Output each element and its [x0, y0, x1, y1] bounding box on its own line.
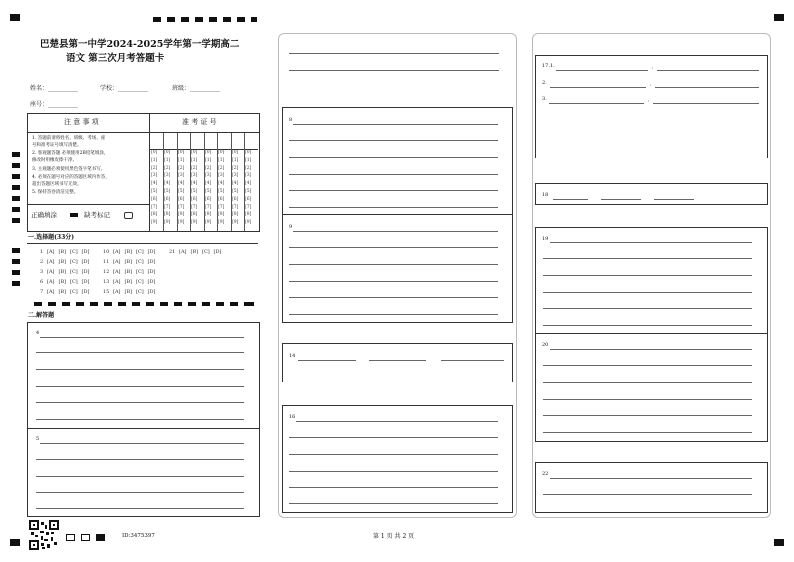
exam-digit-bubble[interactable]: [6] — [232, 196, 239, 202]
page-number: 第 1 页 共 2 页 — [373, 533, 415, 540]
option-bubble[interactable]: [D] — [147, 289, 156, 295]
notice-item: 4. 必须在题号对应的答题区域内作答， — [32, 175, 110, 180]
question-number-q16: 16 — [289, 414, 296, 420]
exam-digit-bubble[interactable]: [2] — [232, 165, 239, 171]
exam-digit-bubble[interactable]: [2] — [205, 165, 212, 171]
exam-digit-bubble[interactable]: [2] — [245, 165, 252, 171]
corner-mark-top-left — [10, 14, 20, 21]
option-bubble[interactable]: [D] — [147, 269, 156, 275]
exam-digit-bubble[interactable]: [5] — [151, 189, 158, 194]
option-bubble[interactable]: [B] — [58, 289, 67, 295]
exam-digit-bubble[interactable]: [3] — [191, 173, 198, 179]
notice-item: 修改时用橡皮擦干净。 — [32, 158, 77, 163]
exam-digit-bubble[interactable]: [3] — [218, 173, 225, 179]
exam-digit-bubble[interactable]: [0] — [151, 150, 158, 155]
answer-box-q4[interactable] — [27, 322, 260, 430]
exam-digit-bubble[interactable]: [0] — [218, 150, 225, 155]
option-bubble[interactable]: [B] — [58, 279, 67, 285]
option-bubble[interactable]: [A] — [47, 279, 55, 285]
exam-digit-bubble[interactable]: [0] — [245, 150, 252, 155]
exam-digit-bubble[interactable]: [9] — [164, 220, 171, 226]
option-bubble[interactable]: [C] — [136, 279, 144, 285]
section2-title: 二.解答题 — [28, 312, 55, 319]
question-number: 10 — [103, 249, 110, 255]
option-bubble[interactable]: [A] — [113, 289, 121, 295]
fill-correct-sample — [70, 213, 78, 217]
option-bubble[interactable]: [B] — [124, 279, 133, 285]
option-bubble[interactable]: [A] — [113, 279, 121, 285]
school-field[interactable]: 学校：__________ — [100, 85, 149, 92]
option-bubble[interactable]: [C] — [136, 259, 144, 265]
question-number-q22: 22 — [542, 471, 549, 477]
exam-digit-bubble[interactable]: [8] — [178, 212, 185, 218]
exam-digit-bubble[interactable]: [4] — [178, 181, 185, 187]
option-bubble[interactable]: [D] — [81, 249, 90, 255]
exam-digit-bubble[interactable]: [1] — [205, 157, 212, 163]
exam-digit-bubble[interactable]: [8] — [245, 212, 252, 218]
notice-item: 5. 保持答卷清洁完整。 — [32, 190, 79, 195]
sheet-title-line1: 巴楚县第一中学2024-2025学年第一学期高二 — [40, 39, 240, 50]
option-bubble[interactable]: [D] — [81, 289, 90, 295]
exam-digit-bubble[interactable]: [9] — [245, 220, 252, 226]
question-number-q18: 18 — [542, 192, 549, 198]
exam-digit-bubble[interactable]: [0] — [191, 150, 198, 155]
exam-digit-bubble[interactable]: [0] — [178, 150, 185, 155]
option-bubble[interactable]: [D] — [81, 259, 90, 265]
footer-box — [66, 534, 75, 541]
option-bubble[interactable]: [C] — [70, 279, 78, 285]
exam-digit-bubble[interactable]: [7] — [218, 204, 225, 210]
exam-digit-bubble[interactable]: [9] — [191, 220, 198, 226]
exam-digit-bubble[interactable]: [8] — [205, 212, 212, 218]
exam-digit-bubble[interactable]: [4] — [164, 181, 171, 187]
question-number-q4: 4 — [36, 330, 40, 336]
option-bubble[interactable]: [C] — [70, 269, 78, 275]
answer-box-q18[interactable] — [535, 183, 768, 205]
exam-digit-bubble[interactable]: [1] — [164, 157, 171, 163]
option-bubble[interactable]: [A] — [47, 259, 55, 265]
option-bubble[interactable]: [D] — [81, 269, 90, 275]
exam-digit-bubble[interactable]: [9] — [178, 220, 185, 226]
question-number: 1 — [40, 249, 44, 255]
footer-box — [81, 534, 90, 541]
exam-digit-bubble[interactable]: [2] — [164, 165, 171, 171]
exam-digit-bubble[interactable]: [5] — [205, 189, 212, 194]
option-bubble[interactable]: [C] — [70, 289, 78, 295]
option-bubble[interactable]: [B] — [58, 269, 67, 275]
exam-digit-bubble[interactable]: [8] — [164, 212, 171, 218]
notice-item: 3. 主观题必须使用黑色签字笔书写。 — [32, 167, 106, 172]
exam-digit-bubble[interactable]: [9] — [205, 220, 212, 226]
exam-digit-bubble[interactable]: [7] — [151, 204, 158, 210]
exam-digit-bubble[interactable]: [4] — [151, 181, 158, 187]
notice-item: 号和准考证号填写清楚。 — [32, 143, 82, 148]
option-bubble[interactable]: [C] — [136, 289, 144, 295]
exam-digit-bubble[interactable]: [6] — [151, 196, 158, 202]
option-bubble[interactable]: [D] — [81, 279, 90, 285]
exam-digit-bubble[interactable]: [1] — [218, 157, 225, 163]
question-number: 6 — [40, 279, 44, 285]
exam-digit-bubble[interactable]: [6] — [245, 196, 252, 202]
exam-digit-bubble[interactable]: [6] — [164, 196, 171, 202]
question-number-q20: 20 — [542, 342, 549, 348]
option-bubble[interactable]: [A] — [47, 269, 55, 275]
exam-digit-bubble[interactable]: [1] — [151, 157, 158, 163]
exam-digit-bubble[interactable]: [3] — [245, 173, 252, 179]
exam-digit-bubble[interactable]: [2] — [191, 165, 198, 171]
answer-box-q22[interactable] — [535, 462, 768, 513]
question-number-q17-3: 3. — [542, 96, 547, 102]
notice-item: 2. 客观题答题 必须使用2B铅笔填涂， — [32, 151, 109, 156]
exam-digit-bubble[interactable]: [4] — [245, 181, 252, 187]
option-bubble[interactable]: [C] — [70, 249, 78, 255]
exam-digit-bubble[interactable]: [3] — [205, 173, 212, 179]
question-number: 12 — [103, 269, 110, 275]
option-bubble[interactable]: [A] — [113, 259, 121, 265]
name-field[interactable]: 姓名：__________ — [30, 85, 79, 92]
footer-box-filled — [96, 534, 105, 541]
option-bubble[interactable]: [B] — [58, 249, 67, 255]
question-number-q5: 5 — [36, 436, 40, 442]
option-bubble[interactable]: [A] — [179, 249, 187, 255]
exam-digit-bubble[interactable]: [1] — [232, 157, 239, 163]
exam-digit-bubble[interactable]: [0] — [164, 150, 171, 155]
question-number-q9: 9 — [289, 224, 293, 230]
exam-digit-bubble[interactable]: [4] — [191, 181, 198, 187]
question-number-q17: 17.1. — [542, 63, 555, 69]
option-bubble[interactable]: [C] — [136, 269, 144, 275]
exam-digit-bubble[interactable]: [5] — [232, 189, 239, 194]
exam-digit-bubble[interactable]: [4] — [205, 181, 212, 187]
question-number-q14: 14 — [289, 353, 296, 359]
exam-digit-bubble[interactable]: [7] — [205, 204, 212, 210]
question-number: 3 — [40, 269, 44, 275]
option-bubble[interactable]: [B] — [190, 249, 199, 255]
exam-digit-bubble[interactable]: [3] — [232, 173, 239, 179]
corner-mark-bottom-right — [774, 539, 784, 546]
exam-digit-bubble[interactable]: [2] — [218, 165, 225, 171]
question-number-q8: 8 — [289, 117, 293, 123]
exam-digit-bubble[interactable]: [5] — [178, 189, 185, 194]
exam-digit-bubble[interactable]: [4] — [232, 181, 239, 187]
absent-mark-label: 缺考标记 — [84, 211, 110, 219]
answer-box-q19[interactable] — [535, 227, 768, 335]
exam-digit-bubble[interactable]: [1] — [245, 157, 252, 163]
exam-digit-bubble[interactable]: [2] — [178, 165, 185, 171]
answer-line — [289, 53, 499, 54]
question-number: 11 — [103, 259, 110, 265]
option-bubble[interactable]: [C] — [70, 259, 78, 265]
option-bubble[interactable]: [C] — [202, 249, 210, 255]
option-bubble[interactable]: [B] — [124, 249, 133, 255]
exam-digit-bubble[interactable]: [1] — [191, 157, 198, 163]
exam-digit-bubble[interactable]: [0] — [205, 150, 212, 155]
exam-digit-bubble[interactable]: [2] — [151, 165, 158, 171]
question-number: 7 — [40, 289, 44, 295]
option-bubble[interactable]: [D] — [213, 249, 222, 255]
exam-digit-bubble[interactable]: [0] — [232, 150, 239, 155]
exam-digit-bubble[interactable]: [6] — [218, 196, 225, 202]
answer-box-q5[interactable] — [27, 428, 260, 517]
exam-digit-bubble[interactable]: [7] — [178, 204, 185, 210]
absent-mark-checkbox[interactable] — [124, 212, 133, 219]
question-number: 13 — [103, 279, 110, 285]
exam-digit-bubble[interactable]: [8] — [218, 212, 225, 218]
option-bubble[interactable]: [A] — [47, 289, 55, 295]
exam-digit-bubble[interactable]: [6] — [191, 196, 198, 202]
exam-digit-bubble[interactable]: [8] — [151, 212, 158, 218]
exam-digit-bubble[interactable]: [5] — [245, 189, 252, 194]
option-bubble[interactable]: [B] — [124, 269, 133, 275]
notice-item: 1. 答题前请将姓名、班级、考场、座 — [32, 136, 106, 141]
section1-title: 一.选择题(33分) — [28, 234, 75, 241]
question-number: 21 — [169, 249, 176, 255]
corner-mark-bottom-left — [10, 539, 20, 546]
option-bubble[interactable]: [B] — [124, 259, 133, 265]
option-bubble[interactable]: [D] — [147, 279, 156, 285]
exam-digit-bubble[interactable]: [7] — [164, 204, 171, 210]
exam-digit-bubble[interactable]: [5] — [191, 189, 198, 194]
exam-digit-bubble[interactable]: [1] — [178, 157, 185, 163]
exam-digit-bubble[interactable]: [3] — [164, 173, 171, 179]
option-bubble[interactable]: [A] — [113, 249, 121, 255]
exam-digit-bubble[interactable]: [9] — [218, 220, 225, 226]
notice-header: 注 意 事 项 — [64, 118, 99, 126]
corner-mark-top-right — [774, 14, 784, 21]
exam-digit-bubble[interactable]: [3] — [151, 173, 158, 179]
option-bubble[interactable]: [A] — [113, 269, 121, 275]
exam-number-header: 准 考 证 号 — [182, 118, 217, 126]
exam-digit-bubble[interactable]: [9] — [232, 220, 239, 226]
option-bubble[interactable]: [B] — [124, 289, 133, 295]
option-bubble[interactable]: [D] — [147, 249, 156, 255]
fill-correct-label: 正确填涂 — [31, 211, 57, 219]
notice-exam-number-box — [27, 113, 260, 232]
option-bubble[interactable]: [A] — [47, 249, 55, 255]
sheet-title-line2: 语文 第三次月考答题卡 — [66, 53, 165, 64]
answer-box-q14[interactable] — [282, 343, 513, 382]
exam-digit-bubble[interactable]: [6] — [205, 196, 212, 202]
exam-digit-bubble[interactable]: [4] — [218, 181, 225, 187]
seat-field[interactable]: 座号：__________ — [30, 101, 79, 108]
option-bubble[interactable]: [D] — [147, 259, 156, 265]
exam-digit-bubble[interactable]: [5] — [218, 189, 225, 194]
exam-digit-bubble[interactable]: [8] — [232, 212, 239, 218]
exam-digit-bubble[interactable]: [9] — [151, 220, 158, 226]
sheet-id: ID:3475397 — [122, 533, 155, 539]
exam-digit-bubble[interactable]: [7] — [245, 204, 252, 210]
exam-digit-bubble[interactable]: [7] — [232, 204, 239, 210]
question-number: 2 — [40, 259, 44, 265]
exam-digit-bubble[interactable]: [3] — [178, 173, 185, 179]
option-bubble[interactable]: [C] — [136, 249, 144, 255]
question-number-q19: 19 — [542, 236, 549, 242]
notice-item: 超出答题区域书写无效。 — [32, 182, 82, 187]
question-number-q17-2: 2. — [542, 80, 547, 86]
question-number: 15 — [103, 289, 110, 295]
exam-digit-bubble[interactable]: [8] — [191, 212, 198, 218]
exam-digit-bubble[interactable]: [5] — [164, 189, 171, 194]
class-field[interactable]: 班级：__________ — [172, 85, 221, 92]
exam-digit-bubble[interactable]: [6] — [178, 196, 185, 202]
qr-code — [29, 520, 59, 550]
exam-digit-bubble[interactable]: [7] — [191, 204, 198, 210]
option-bubble[interactable]: [B] — [58, 259, 67, 265]
